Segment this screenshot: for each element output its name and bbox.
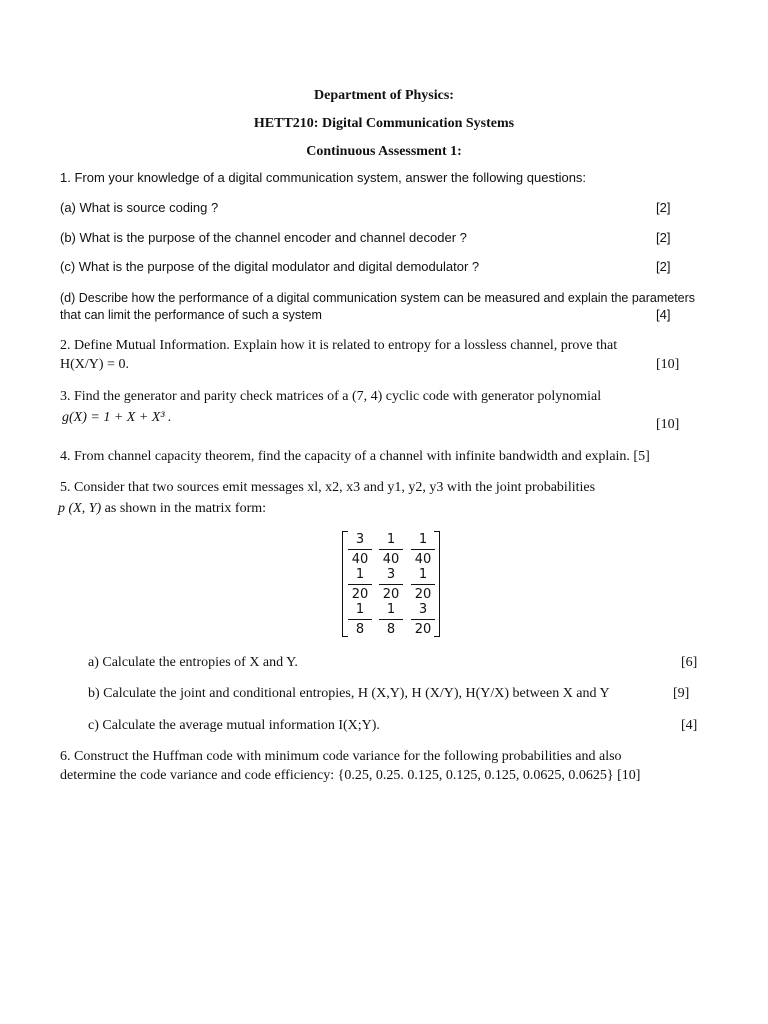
q3-line1: 3. Find the generator and parity check matrices of a (7, 4) cyclic code with generator polynomial — [60, 389, 602, 404]
q1a-mark: [2] — [656, 200, 671, 215]
matrix-cell: 3 20 — [379, 567, 403, 602]
q5-line1: 5. Consider that two sources emit messages xl, x2, x3 and y1, y2, y3 with the joint probabilities — [60, 480, 596, 495]
q2-line1: 2. Define Mutual Information. Explain how it is related to entropy for a lossless channel, prove that — [60, 338, 618, 353]
q6-line1: 6. Construct the Huffman code with minimum code variance for the following probabilities and also — [60, 749, 622, 764]
q4-text: 4. From channel capacity theorem, find the capacity of a channel with infinite bandwidth and explain. [5] — [60, 449, 650, 464]
matrix-cell: 1 20 — [348, 567, 372, 602]
q1d-line1: (d) Describe how the performance of a digital communication system can be measured and explain the parameters — [60, 291, 696, 305]
matrix-cell: 3 40 — [348, 532, 372, 567]
q5c-text: c) Calculate the average mutual information I(X;Y). — [88, 718, 380, 733]
q5b-text: b) Calculate the joint and conditional entropies, H (X,Y), H (X/Y), H(Y/X) between X and Y — [88, 686, 610, 701]
q2-mark: [10] — [656, 357, 680, 372]
department-heading: Department of Physics: — [314, 88, 454, 103]
matrix-cell: 1 8 — [379, 602, 403, 637]
q5-line2 — [58, 501, 266, 517]
joint-probability-matrix — [342, 531, 440, 637]
matrix-cell: 1 40 — [411, 532, 435, 567]
q1-intro: 1. From your knowledge of a digital communication system, answer the following questions: — [60, 170, 587, 185]
q1c-text: (c) What is the purpose of the digital modulator and digital demodulator ? — [60, 259, 480, 274]
q1c-mark: [2] — [656, 259, 671, 274]
q1d-line2: that can limit the performance of such a system — [60, 308, 322, 322]
assessment-title: Continuous Assessment 1: — [306, 144, 462, 159]
q5b-mark: [9] — [673, 686, 690, 701]
q2-line2: H(X/Y) = 0. — [60, 357, 129, 372]
matrix-cell: 1 40 — [379, 532, 403, 567]
q6-line2: determine the code variance and code efficiency: {0.25, 0.25. 0.125, 0.125, 0.125, 0.0625, 0.0625} [10] — [60, 768, 641, 783]
q5a-text: a) Calculate the entropies of X and Y. — [88, 655, 298, 670]
matrix-cell: 1 20 — [411, 567, 435, 602]
q3-generator-polynomial: g(X) = 1 + X + X³ . — [62, 410, 172, 425]
q1b-mark: [2] — [656, 230, 671, 245]
q5a-mark: [6] — [681, 655, 698, 670]
q5c-mark: [4] — [681, 718, 698, 733]
course-title: HETT210: Digital Communication Systems — [253, 116, 515, 131]
q1a-text: (a) What is source coding ? — [60, 200, 219, 215]
q5-line2-rest: as shown in the matrix form: — [101, 501, 267, 516]
matrix-cell: 3 20 — [411, 602, 435, 637]
q3-mark: [10] — [656, 417, 680, 432]
q5-joint-prob-symbol: p (X, Y) — [58, 501, 102, 516]
q1d-mark: [4] — [656, 307, 671, 322]
matrix-cell: 1 8 — [348, 602, 372, 637]
q1b-text: (b) What is the purpose of the channel encoder and channel decoder ? — [60, 230, 467, 245]
